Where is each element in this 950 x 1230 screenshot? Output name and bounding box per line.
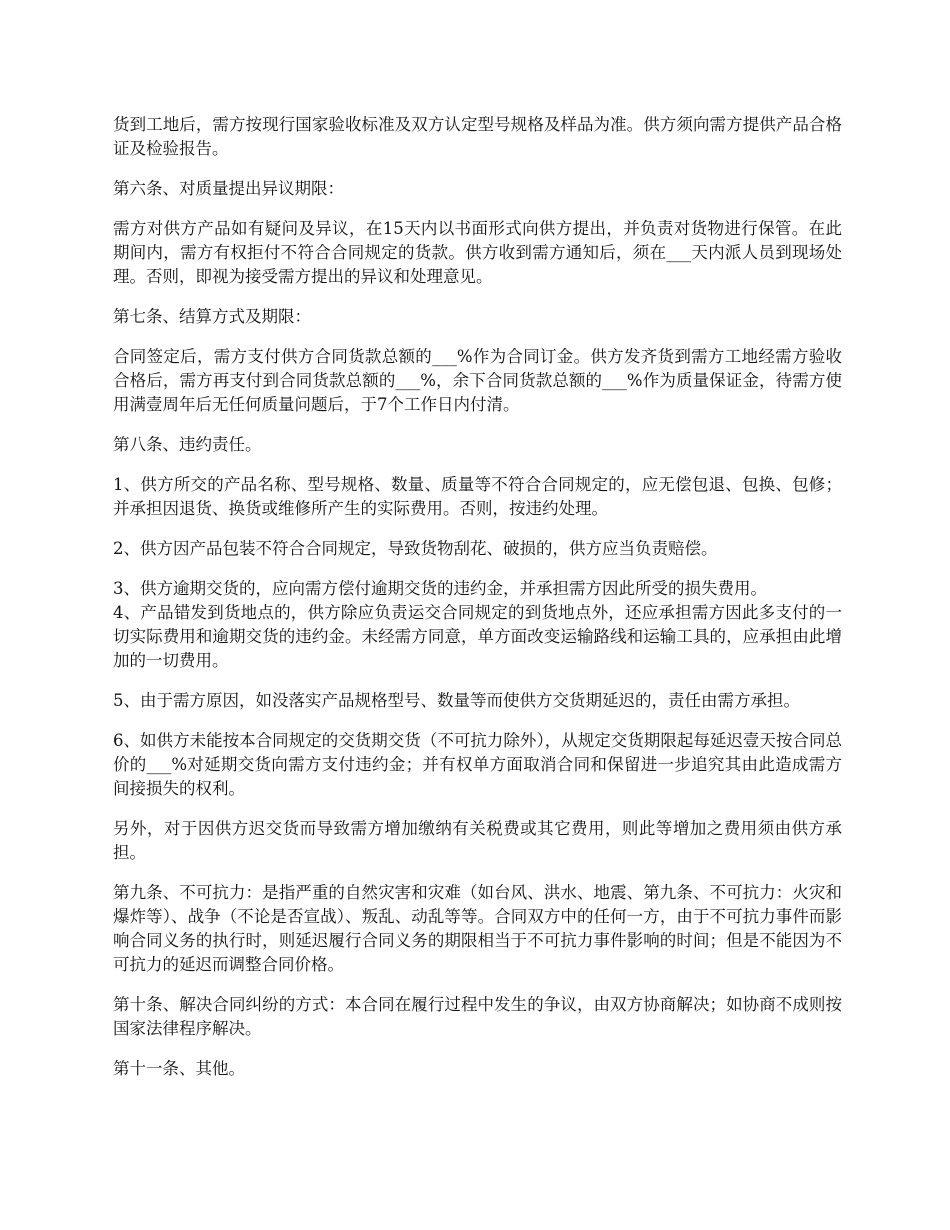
paragraph-settlement: 合同签定后，需方支付供方合同货款总额的___%作为合同订金。供方发齐货到需方工地经需方验收合格后，需方再支付到合同货款总额的___%，余下合同货款总额的___%作为质量保证金，待需方使用满壹周年后无任何质量问题后，于7个工作日内付清。 <box>113 347 842 414</box>
paragraph-dispute-resolution: 第十条、解决合同纠纷的方式：本合同在履行过程中发生的争议，由双方协商解决；如协商不成则按国家法律程序解决。 <box>113 995 842 1038</box>
clause-8-6: 6、如供方未能按本合同规定的交货期交货（不可抗力除外），从规定交货期限起每延迟壹天按合同总价的___%对延期交货向需方支付违约金；并有权单方面取消合同和保留进一步追究其由此造成需方间接损失的权利。 <box>113 731 842 798</box>
heading-article-8: 第八条、违约责任。 <box>113 435 262 454</box>
heading-article-6: 第六条、对质量提出异议期限： <box>113 179 344 198</box>
heading-article-11: 第十一条、其他。 <box>113 1059 245 1078</box>
paragraph-quality-objection: 需方对供方产品如有疑问及异议，在15天内以书面形式向供方提出，并负责对货物进行保管。在此期间内，需方有权拒付不符合合同规定的货款。供方收到需方通知后，须在___天内派人员到现场处理。否则，即视为接受需方提出的异议和处理意见。 <box>113 219 842 286</box>
clause-8-2: 2、供方因产品包装不符合合同规定，导致货物刮花、破损的，供方应当负责赔偿。 <box>113 539 718 558</box>
paragraph-delivery-inspection: 货到工地后，需方按现行国家验收标准及双方认定型号规格及样品为准。供方须向需方提供产品合格证及检验报告。 <box>113 115 842 158</box>
clause-8-4: 4、产品错发到货地点的，供方除应负责运交合同规定的到货地点外，还应承担需方因此多支付的一切实际费用和逾期交货的违约金。未经需方同意，单方面改变运输路线和运输工具的，应承担由此增加的一切费用。 <box>113 603 842 670</box>
clause-8-1: 1、供方所交的产品名称、型号规格、数量、质量等不符合合同规定的，应无偿包退、包换、包修；并承担因退货、换货或维修所产生的实际费用。否则，按违约处理。 <box>113 475 842 518</box>
clause-8-5: 5、由于需方原因，如没落实产品规格型号、数量等而使供方交货期延迟的，责任由需方承担。 <box>113 691 800 710</box>
paragraph-additional-costs: 另外，对于因供方迟交货而导致需方增加缴纳有关税费或其它费用，则此等增加之费用须由供方承担。 <box>113 819 842 862</box>
heading-article-7: 第七条、结算方式及期限： <box>113 307 311 326</box>
clause-8-3: 3、供方逾期交货的，应向需方偿付逾期交货的违约金，并承担需方因此所受的损失费用。 <box>113 579 767 598</box>
paragraph-force-majeure: 第九条、不可抗力：是指严重的自然灾害和灾难（如台风、洪水、地震、第九条、不可抗力：火灾和爆炸等）、战争（不论是否宣战）、叛乱、动乱等等。合同双方中的任何一方，由于不可抗力事件而影响合同义务的执行时，则延迟履行合同义务的期限相当于不可抗力事件影响的时间；但是不能因为不可抗力的延迟而调整合同价格。 <box>113 883 842 974</box>
